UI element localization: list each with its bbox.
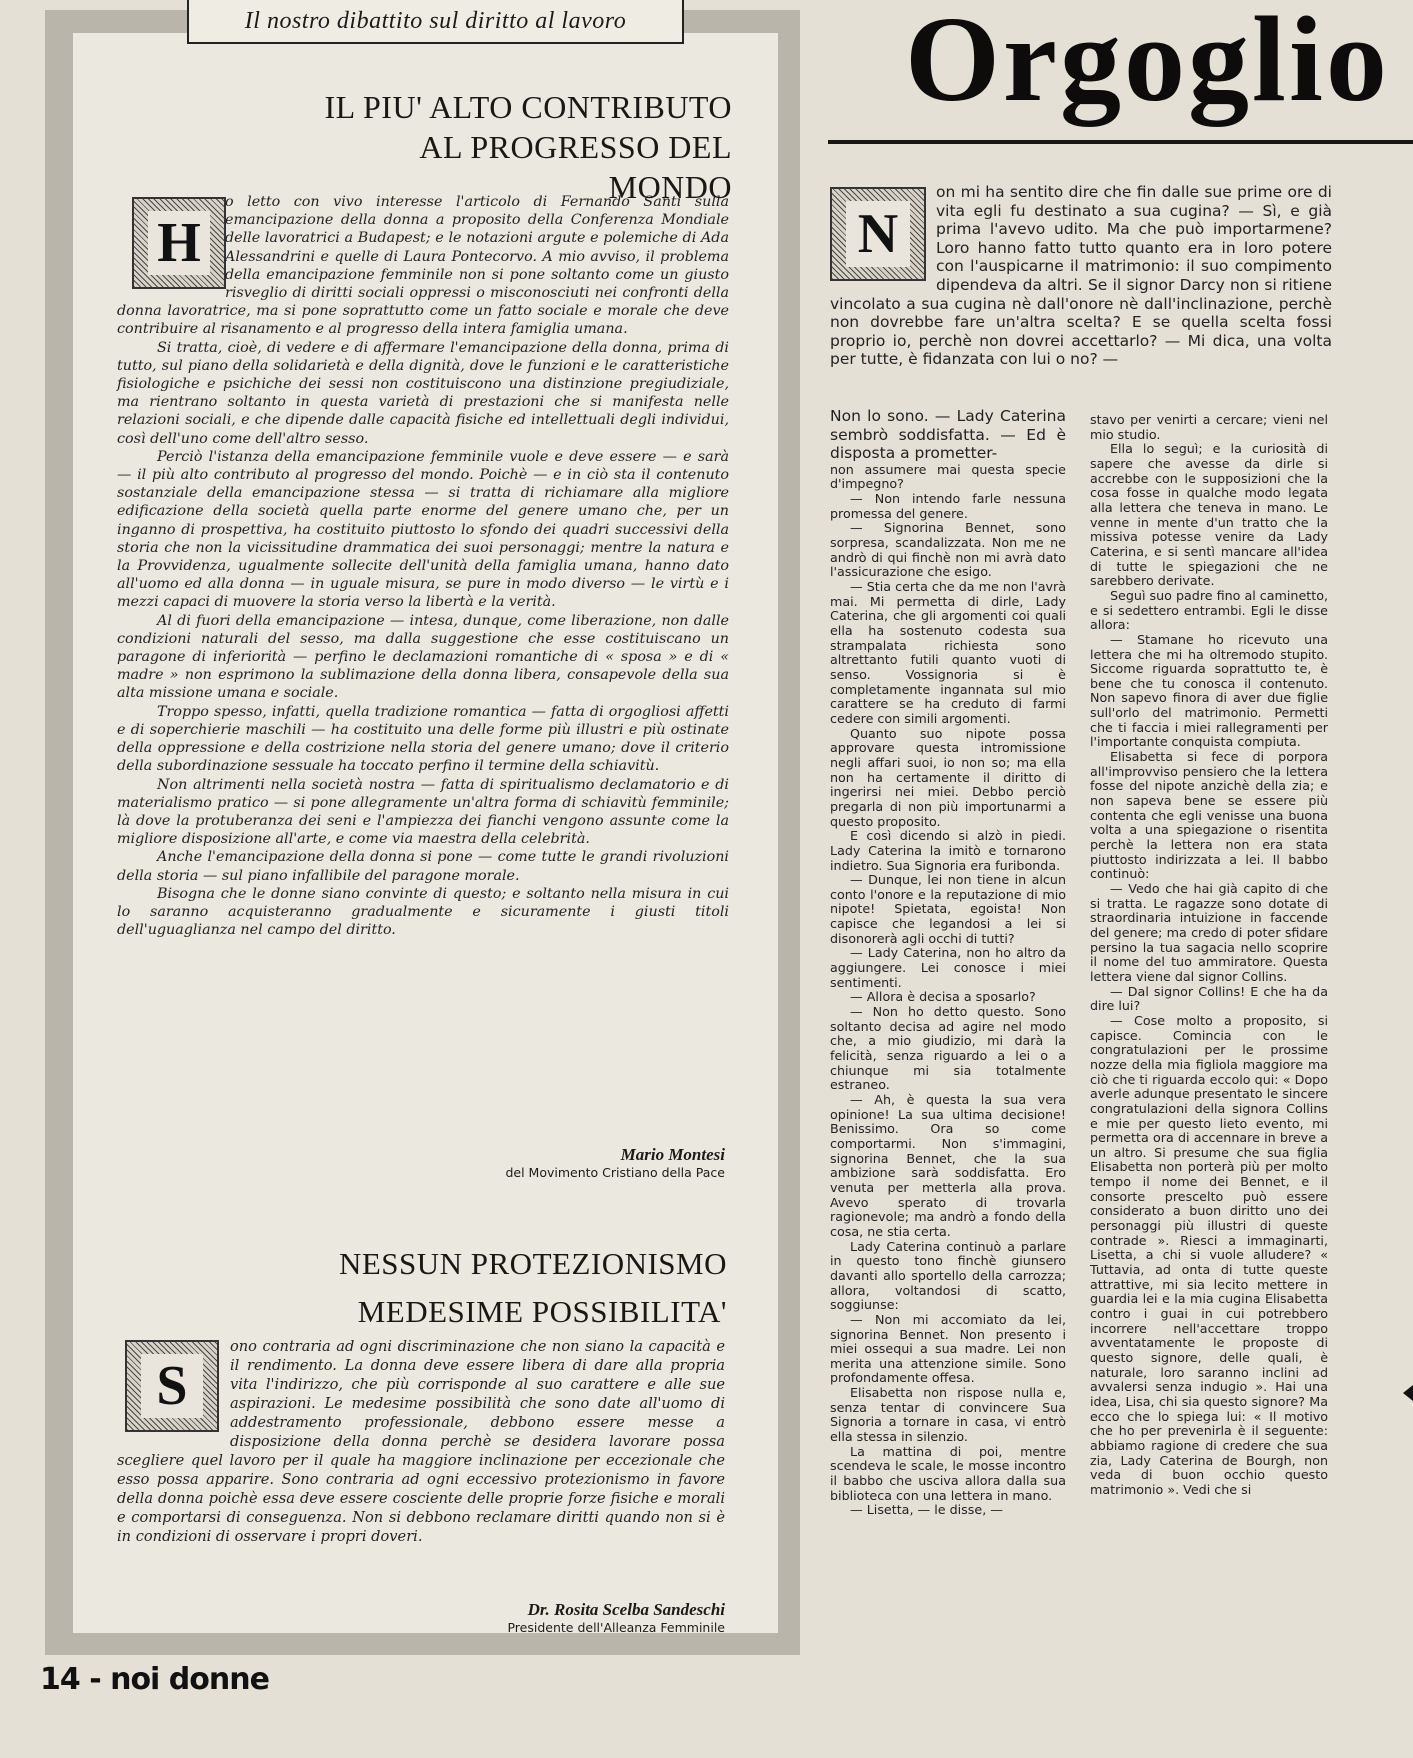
story-lead [830,183,1332,369]
article1-signature [380,1145,725,1180]
story-column-1 [830,407,1066,1518]
paragraph: Al di fuori della emancipazione — intesa, dunque, come liberazione, non dalle condizioni naturali del sesso, ma dalla suggestione che esse costituiscano un paragone di inferiorità — perfino le declamazioni romantiche di « sposa » e di « madre » non esprimono la sublimazione della donna libera, consapevole della sua alta missione umana e sociale. [117,612,729,702]
dropcap-letter: H [148,211,210,275]
story-title: Orgoglio [905,0,1390,127]
paragraph: Anche l'emancipazione della donna si pone — come tutte le grandi rivoluzioni della storia — sul piano infallibile del paragone morale. [117,849,729,884]
article2-signature [380,1600,725,1635]
paragraph: — Allora è decisa a sposarlo? [850,989,1036,1005]
author-role: del Movimento Cristiano della Pace [505,1165,725,1180]
paragraph: — Dal signor Collins! E che ha da dire lui? [1090,983,1328,1014]
paragraph: — Ah, è questa la sua vera opinione! La sua ultima decisione! Benissimo. Ora so come comportarmi. Non s'immagini, signorina Bennet, che la sua ambizione sarà soddisfatta. Ero venuta per metterla alla prova. Avevo sperato di trovarla ragionevole; ma andrò a fondo della cosa, ne stia certa. [830,1092,1066,1239]
headline-line: IL PIU' ALTO CONTRIBUTO [324,89,732,125]
paragraph: — Dunque, lei non tiene in alcun conto l'onore e la reputazione di mio nipote! Spietata, egoista! Non capisce che legandosi a lei si disonorerà agli occhi di tutti? [830,872,1066,946]
author-name: Dr. Rosita Scelba Sandeschi [527,1600,725,1619]
article2-headline [290,1240,727,1336]
paragraph: — Lisetta, — le disse, — [850,1502,1003,1518]
paragraph: — Non intendo farle nessuna promessa del genere. [830,491,1066,521]
paragraph: Quanto suo nipote possa approvare questa intromissione negli affari suoi, io non so; ma ella non ha certamente il diritto di ingerirsi nei miei. Debbo perciò pregarla di non più importunarmi a questo proposito. [830,725,1066,829]
paragraph: — Non ho detto questo. Sono soltanto decisa ad agire nel modo che, a mio giudizio, mi darà la felicità, senza riguardo a lei o a chiunque mi sia totalmente estraneo. [830,1004,1066,1093]
article2-body [117,1337,725,1546]
paragraph: Perciò l'istanza della emancipazione femminile vuole e deve essere — e sarà — il più alto contributo al progresso del mondo. Poichè — e in ciò sta il contenuto sostanziale della emancipazione stessa — si tratta di richiamare alla migliore edificazione della società quella parte enorme del genere umano che, per un inganno di prospettiva, ha costituito piuttosto lo sfondo dei quadri successivi della storia che non la vicissitudine drammatica dei suoi personaggi; mentre la natura e la Provvidenza, ugualmente sollecite dell'unità della famiglia umana, hanno dato all'uomo ed alla donna — in uguale misura, se pure in modo diverso — le virtù e i mezzi capaci di muovere la storia verso la libertà e la verità. [117,448,729,611]
article1-headline [290,87,732,207]
section-rubric: Il nostro dibattito sul diritto al lavoro [187,0,684,44]
paragraph: Non lo sono. — Lady Caterina sembrò soddisfatta. — Ed è disposta a prometter- [830,407,1066,463]
paragraph: stavo per venirti a cercare; vieni nel mio studio. [1090,412,1328,442]
author-role: Presidente dell'Alleanza Femminile [507,1620,725,1635]
paragraph: Elisabetta non rispose nulla e, senza tentar di convincere Sua Signoria a tornare in casa, vi entrò ella stessa in silenzio. [830,1385,1066,1445]
dropcap-letter: N [846,201,910,267]
page-footer: 14 - noi donne [40,1662,269,1697]
paragraph: Troppo spesso, infatti, quella tradizione romantica — fatta di orgogliosi affetti e di soperchierie maschili — ha costituito una delle forme più illustri e più ostinate della oppressione e della costrizione nella storia del genere umano; dove il criterio della subordinazione sessuale ha toccato perfino il termine della schiavitù. [117,703,729,775]
paragraph: on mi ha sentito dire che fin dalle sue prime ore di vita egli fu destinato a sua cugina? — Sì, e già prima l'avevo udito. Ma che può importarmene? Loro hanno fatto tutto quanto era in loro potere con l'auspicarne il matrimonio: il suo compimento dipendeva da altri. Se il signor Darcy non si ritiene vincolato a sua cugina nè dall'onore nè dall'inclinazione, perchè non dovrebbe fare un'altra scelta? E se quella scelta fossi proprio io, perchè non dovrei accettarlo? — Mi dica, una volta per tutte, è fidanzata con lui o no? — [830,183,1332,369]
paragraph: Lady Caterina continuò a parlare in questo tono finchè giunsero davanti allo sportello della carrozza; allora, voltandosi di scatto, soggiunse: [830,1238,1066,1313]
paragraph: Bisogna che le donne siano convinte di questo; e soltanto nella misura in cui lo saranno acquisteranno gradualmente e sicuramente i giusti titoli dell'uguaglianza nel campo del diritto. [117,885,729,939]
paragraph: Ella lo seguì; e la curiosità di sapere che avesse da dirle si accrebbe con le supposizioni che la cosa fosse in qualche modo legata alla lettera che teneva in mano. Le venne in mente d'un tratto che la missiva potesse venire da Lady Caterina, e si sentì mancare all'idea di tutte le spiegazioni che ne sarebbero derivate. [1090,441,1328,589]
headline-line: NESSUN PROTEZIONISMO [338,1246,727,1281]
paragraph: — Vedo che hai già capito di che si tratta. Le ragazze sono dotate di straordinaria intuizione in faccende del genere; ma credo di poter sfidare persino la tua sagacia nello scoprire il nome del tuo ammiratore. Questa lettera viene dal signor Collins. [1090,881,1328,984]
article1-body [117,193,729,939]
headline-line: AL PROGRESSO DEL MONDO [419,129,732,205]
paragraph: — Non mi accomiato da lei, signorina Bennet. Non presento i miei ossequi a sua madre. Lei non merita una attenzione simile. Sono profondamente offesa. [830,1311,1066,1386]
dropcap-letter: S [141,1354,203,1418]
paragraph: Non altrimenti nella società nostra — fatta di spiritualismo declamatorio e di materialismo pratico — si pone allegramente un'altra forma di schiavitù femminile; là dove la protuberanza dei seni e l'ampiezza dei fianchi vengono assunte come la migliore disposizione all'arte, e come via maestra della celebrità. [117,776,729,848]
continuation-arrow-icon [1403,1385,1413,1401]
title-rule [828,140,1413,144]
paragraph: — Stia certa che da me non l'avrà mai. Mi permetta di dirle, Lady Caterina, che gli argomenti coi quali ella ha sostenuto codesta sua strampalata richiesta sono altrettanto futili quanto vuoti di senso. Vossignoria si è completamente ingannata sul mio carattere se ha creduto di farmi cedere con simili argomenti. [830,579,1066,726]
story-column-2 [1090,413,1328,1498]
headline-line: MEDESIME POSSIBILITA' [357,1294,727,1329]
paragraph: — Signorina Bennet, sono sorpresa, scandalizzata. Non me ne andrò di qui finchè non mi avrà dato l'assicurazione che esigo. [830,520,1066,580]
paragraph: non assumere mai questa specie d'impegno? [830,461,1066,492]
author-name: Mario Montesi [620,1145,725,1164]
paragraph: La mattina di poi, mentre scendeva le scale, le mosse incontro il babbo che usciva allora dalla sua biblioteca con una lettera in mano. [830,1443,1066,1503]
paragraph: — Lady Caterina, non ho altro da aggiungere. Lei conosce i miei sentimenti. [830,945,1066,990]
paragraph: E così dicendo si alzò in piedi. Lady Caterina la imitò e tornarono indietro. Sua Signoria era furibonda. [830,828,1066,873]
paragraph: o letto con vivo interesse l'articolo di Fernando Santi sulla emancipazione della donna a proposito della Conferenza Mondiale delle lavoratrici a Budapest; e le notazioni argute e polemiche di Ada Alessandrini e quelle di Laura Pontecorvo. A mio avviso, il problema della emancipazione femminile non si pone soltanto come un giusto risveglio di diritti sociali oppressi o misconosciuti nei confronti della donna lavoratrice, ma si pone soprattutto come un fatto sociale e morale che deve contribuire al risanamento e al progresso della intera famiglia umana. [117,194,729,338]
paragraph: Seguì suo padre fino al caminetto, e si sedettero entrambi. Egli le disse allora: [1090,587,1329,633]
paragraph: ono contraria ad ogni discriminazione che non siano la capacità e il rendimento. La donna deve essere libera di dare alla propria vita l'indirizzo, che più corrisponde al suo carattere e alle sue aspirazioni. Le medesime possibilità che sono date all'uomo di addestramento professionale, debbono essere messe a disposizione della donna perchè se desidera lavorare possa scegliere quel lavoro per il quale ha maggiore inclinazione per eccezionale che esso possa apparire. Sono contraria ad ogni eccessivo protezionismo in favore della donna poichè essa deve essere cosciente delle proprie forze fisiche e morali e comportarsi di conseguenza. Non si debbono reclamare diritti quando non si è in condizioni di osservare i propri doveri. [117,1338,725,1545]
paragraph: Elisabetta si fece di porpora all'improvviso pensiero che la lettera fosse del nipote anzichè della zia; e non sapeva bene se essere più contenta che egli venisse una buona volta a una spiegazione o risentita perchè la lettera non era stata piuttosto indirizzata a lei. Il babbo continuò: [1090,749,1328,882]
paragraph: — Stamane ho ricevuto una lettera che mi ha oltremodo stupito. Siccome riguarda soprattutto te, è bene che tu conosca il contenuto. Non sapevo finora di aver due figlie sull'orlo del matrimonio. Permetti che ti faccia i miei rallegramenti per l'importante conquista compiuta. [1090,631,1328,750]
paragraph: Si tratta, cioè, di vedere e di affermare l'emancipazione della donna, prima di tutto, sul piano della solidarietà e della dignità, dove le funzioni e le caratteristiche fisiologiche e psichiche dei sessi non costituiscono una distinzione pregiudiziale, ma rientrano soltanto in questa varietà di prestazioni che si manifesta nelle relazioni sociali, e che dipende dalle capacità fisiche ed intellettuali degli individui, così dell'uno come dell'altro sesso. [117,339,729,447]
paragraph: — Cose molto a proposito, si capisce. Comincia con le congratulazioni per le prossime nozze della mia figliola maggiore ma ciò che ti riguarda eccolo qui: « Dopo averle adunque presentato le sincere congratulazioni della signora Collins e mie per questo lieto evento, mi permetta ora di accennare in breve a un altro. Si presume che sua figlia Elisabetta non porterà più per molto tempo il nome dei Bennet, e il consorte prescelto può essere considerato a buon diritto uno dei personaggi più illustri di queste contrade ». Riesci a immaginarti, Lisetta, a chi si vuole alludere? « Tuttavia, ad onta di tutte queste attrattive, mi sia lecito mettere in guardia lei e la mia cugina Elisabetta contro i guai in cui potrebbero incorrere nell'accettare troppo avventatamente le proposte di questo signore, delle quali, è naturale, loro saranno inclini ad avvalersi senza indugio ». Hai una idea, Lisa, chi sia questo signore? Ma ecco che lo spiega lui: « Il motivo che ho per prevenirla è il seguente: abbiamo ragione di credere che sua zia, Lady Caterina de Bourgh, non veda di buon occhio questo matrimonio ». Vedi che si [1090,1012,1328,1497]
